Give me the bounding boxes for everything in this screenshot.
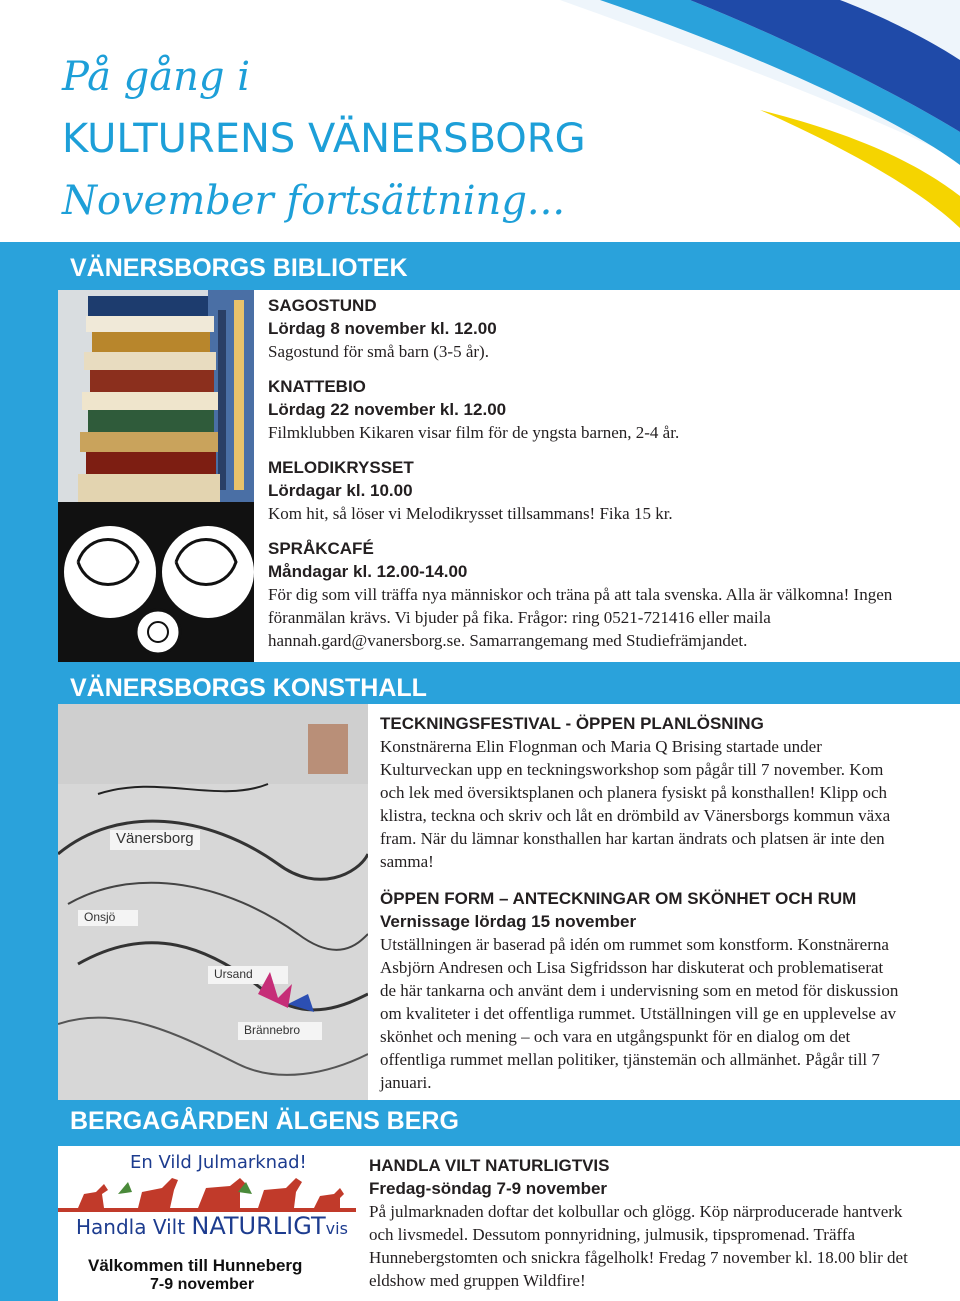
event-title: HANDLA VILT NATURLIGTVIS [369, 1156, 610, 1175]
event-sagostund [268, 294, 928, 363]
map-label-ursand: Ursand [214, 967, 253, 981]
poster-brand-c: vis [325, 1219, 348, 1238]
title-line-2: KULTURENS VÄNERSBORG [62, 116, 586, 162]
event-handla-vilt [369, 1154, 909, 1292]
event-date: Lördag 22 november kl. 12.00 [268, 400, 507, 419]
event-sprakcafe [268, 537, 928, 652]
event-date: Fredag-söndag 7-9 november [369, 1179, 608, 1198]
event-date: Måndagar kl. 12.00-14.00 [268, 562, 468, 581]
faces-drawing-image [58, 502, 254, 662]
event-desc: På julmarknaden doftar det kolbullar och glögg. Köp närproducerade hantverk och livsmedel. Dessutom ponnyridning, julmusik, tipspromenad. Träffa Hunnebergstomten och snickra fågelholk! Fredag 7 november kl. 18.00 blir det eldshow med gruppen Wildfire! [369, 1202, 908, 1290]
event-desc: Konstnärerna Elin Flognman och Maria Q Brising startade under Kulturveckan upp en teckningsworkshop som pågår till 7 november. Kom och lek med översiktsplanen och planera fysiskt på konsthallen! Klipp och klistra, teckna och skriv och låt en drömbild av Vänersborgs kommun växa fram. När du lämnar konsthallen har kartan ändrats och platsen är inte den samma! [380, 737, 891, 871]
event-title: MELODIKRYSSET [268, 458, 414, 477]
event-desc: Kom hit, så löser vi Melodikrysset tillsammans! Fika 15 kr. [268, 504, 673, 523]
poster-top-text: En Vild Julmarknad! [130, 1152, 307, 1173]
event-desc: Sagostund för små barn (3-5 år). [268, 342, 489, 361]
event-title: ÖPPEN FORM – ANTECKNINGAR OM SKÖNHET OCH RUM [380, 889, 857, 908]
event-oppen-form [380, 887, 900, 1094]
section-heading-konsthall: VÄNERSBORGS KONSTHALL [70, 674, 427, 702]
event-title: TECKNINGSFESTIVAL - ÖPPEN PLANLÖSNING [380, 714, 764, 733]
event-teckningsfestival [380, 712, 900, 873]
event-title: SAGOSTUND [268, 296, 377, 315]
title-line-3: November fortsättning... [62, 178, 566, 224]
poster-brand [76, 1212, 348, 1240]
event-desc: Utställningen är baserad på idén om rummet som konstform. Konstnärerna Asbjörn Andresen och Lisa Sigfridsson har diskuterat och problematiserat de här tankarna och använt dem i undervisning som en metod för diskussion om kvaliteter i det offentliga rummet. Utställningen vill ge en upplevelse av skönhet och mening – och vara en utgångspunkt för en dialog om det offentliga rummet mellan politiker, tjänstemän och allmänhet. Pågår till 7 januari. [380, 935, 899, 1092]
event-desc: För dig som vill träffa nya människor och träna på att tala svenska. Alla är välkomna! Ingen föranmälan krävs. Vi bjuder på fika. Frågor: ring 0521-721416 eller maila hannah.gard@vanersborg.se. Samarrangemang med Studiefrämjandet. [268, 585, 893, 650]
event-title: KNATTEBIO [268, 377, 366, 396]
event-knattebio [268, 375, 928, 444]
bibliotek-events [268, 294, 928, 652]
map-label-brannebro: Brännebro [244, 1023, 301, 1037]
title-line-1: På gång i [62, 54, 251, 100]
event-melodikrysset [268, 456, 928, 525]
event-date: Vernissage lördag 15 november [380, 912, 637, 931]
event-desc: Filmklubben Kikaren visar film för de yngsta barnen, 2-4 år. [268, 423, 680, 442]
map-label-onsjo: Onsjö [84, 910, 116, 924]
bergagarden-events [369, 1154, 909, 1292]
books-stack-image [58, 290, 254, 502]
section-heading-bergagarden: BERGAGÅRDEN ÄLGENS BERG [70, 1107, 459, 1135]
page-title [62, 46, 586, 232]
poster-brand-b: NATURLIGT [191, 1212, 326, 1240]
event-date: Lördagar kl. 10.00 [268, 481, 413, 500]
event-title: SPRÅKCAFÉ [268, 539, 374, 558]
section-heading-bibliotek: VÄNERSBORGS BIBLIOTEK [70, 254, 408, 282]
event-date: Lördag 8 november kl. 12.00 [268, 319, 497, 338]
konsthall-events [380, 712, 900, 1094]
poster-dates: 7-9 november [150, 1276, 255, 1293]
map-drawing-image [58, 704, 368, 1100]
map-label-vanersborg: Vänersborg [116, 830, 194, 847]
poster-welcome: Välkommen till Hunneberg [88, 1256, 303, 1275]
julmarknad-poster [58, 1150, 356, 1296]
poster-brand-a: Handla Vilt [76, 1215, 192, 1239]
